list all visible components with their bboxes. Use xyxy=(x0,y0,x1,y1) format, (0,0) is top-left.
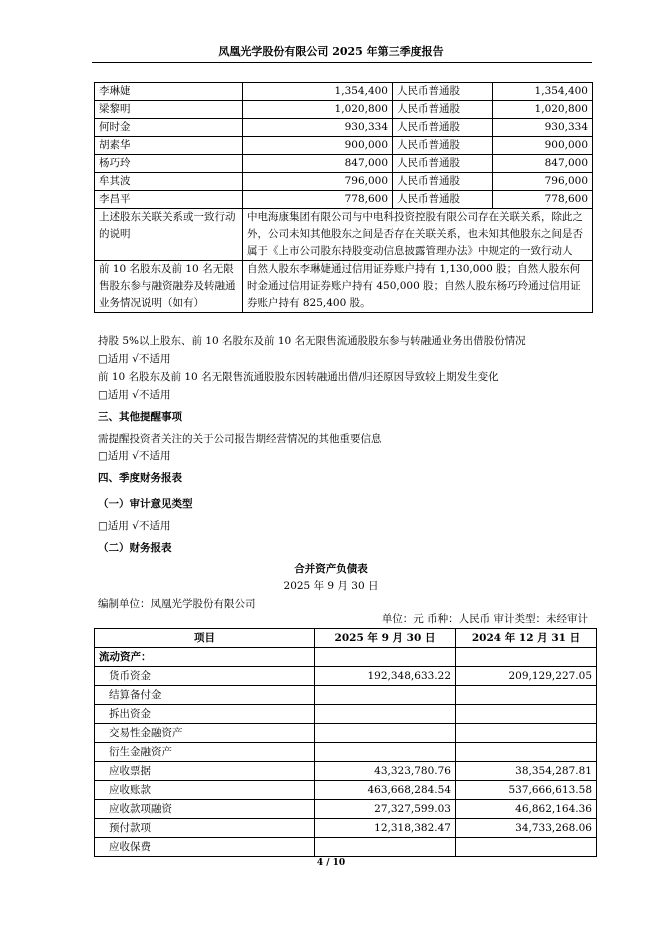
item-label: 结算备付金 xyxy=(95,686,315,705)
table-row xyxy=(95,137,593,155)
current-value xyxy=(315,743,456,762)
col-prior: 2024 年 12 月 31 日 xyxy=(456,629,597,648)
table-row xyxy=(95,686,597,705)
table-row xyxy=(95,173,593,191)
item-label: 拆出资金 xyxy=(95,705,315,724)
report-header: 凤凰光学股份有限公司 2025 年第三季度报告 xyxy=(218,45,444,58)
item-label: 应收账款 xyxy=(95,781,315,800)
share-qty: 1,354,400 xyxy=(493,83,593,101)
share-qty: 796,000 xyxy=(493,173,593,191)
share-type: 人民币普通股 xyxy=(393,83,493,101)
holder-shares: 796,000 xyxy=(243,173,393,191)
col-item: 项目 xyxy=(95,629,315,648)
holder-name: 何时金 xyxy=(95,119,243,137)
share-type: 人民币普通股 xyxy=(393,119,493,137)
item-label: 应收款项融资 xyxy=(95,800,315,819)
current-value: 12,318,382.47 xyxy=(315,819,456,838)
table-row xyxy=(95,119,593,137)
table-row xyxy=(95,800,597,819)
table-row xyxy=(95,743,597,762)
holder-shares: 1,354,400 xyxy=(243,83,393,101)
share-qty: 778,600 xyxy=(493,191,593,209)
margin-row xyxy=(95,261,593,313)
table-row xyxy=(95,724,597,743)
prior-value: 46,862,164.36 xyxy=(456,800,597,819)
lending-heading: 持股 5%以上股东、前 10 名股东及前 10 名无限售流通股股东参与转融通业务出借股份情况 xyxy=(98,335,526,347)
group-row xyxy=(95,648,597,667)
group-label: 流动资产： xyxy=(95,648,315,667)
current-value xyxy=(315,838,456,857)
financial-subtitle: （二）财务报表 xyxy=(98,542,172,554)
relation-text: 中电海康集团有限公司与中电科投资控股有限公司存在关联关系，除此之外，公司未知其他股东之间是否存在关联关系，也未知其他股东之间是否属于《上市公司股东持股变动信息披露管理办法》中规定的一致行动人 xyxy=(243,209,593,261)
change-heading: 前 10 名股东及前 10 名无限售流通股股东因转融通出借/归还原因导致较上期发生变化 xyxy=(98,371,499,383)
balance-sheet-table xyxy=(94,628,597,857)
share-type: 人民币普通股 xyxy=(393,101,493,119)
share-type: 人民币普通股 xyxy=(393,191,493,209)
table-row xyxy=(95,781,597,800)
holder-name: 李昌平 xyxy=(95,191,243,209)
prior-value xyxy=(456,743,597,762)
applicable-flag: □适用 √不适用 xyxy=(98,450,171,462)
table-header-row xyxy=(95,629,597,648)
current-value xyxy=(315,686,456,705)
prior-value: 34,733,268.06 xyxy=(456,819,597,838)
prior-value xyxy=(456,686,597,705)
relation-row xyxy=(95,209,593,261)
applicable-flag: □适用 √不适用 xyxy=(98,389,171,401)
current-value: 43,323,780.76 xyxy=(315,762,456,781)
balance-sheet-date: 2025 年 9 月 30 日 xyxy=(283,580,379,592)
prior-value xyxy=(456,838,597,857)
prior-value: 38,354,287.81 xyxy=(456,762,597,781)
current-value xyxy=(315,724,456,743)
header-divider xyxy=(92,62,592,63)
reminder-text: 需提醒投资者关注的关于公司报告期经营情况的其他重要信息 xyxy=(98,433,382,445)
units-line: 单位：元 币种：人民币 审计类型：未经审计 xyxy=(381,613,588,625)
share-qty: 1,020,800 xyxy=(493,101,593,119)
table-row xyxy=(95,838,597,857)
table-row xyxy=(95,667,597,686)
item-label: 预付款项 xyxy=(95,819,315,838)
col-current: 2025 年 9 月 30 日 xyxy=(315,629,456,648)
table-row xyxy=(95,101,593,119)
holder-shares: 778,600 xyxy=(243,191,393,209)
prior-value: 209,129,227.05 xyxy=(456,667,597,686)
holder-name: 李琳婕 xyxy=(95,83,243,101)
table-row xyxy=(95,191,593,209)
holder-shares: 900,000 xyxy=(243,137,393,155)
table-row xyxy=(95,762,597,781)
holder-name: 杨巧玲 xyxy=(95,155,243,173)
table-row xyxy=(95,83,593,101)
holder-shares: 930,334 xyxy=(243,119,393,137)
prior-value: 537,666,613.58 xyxy=(456,781,597,800)
holder-name: 牟其波 xyxy=(95,173,243,191)
item-label: 货币资金 xyxy=(95,667,315,686)
item-label: 交易性金融资产 xyxy=(95,724,315,743)
share-qty: 930,334 xyxy=(493,119,593,137)
compiler: 编制单位：凤凰光学股份有限公司 xyxy=(98,598,256,610)
current-value: 27,327,599.03 xyxy=(315,800,456,819)
applicable-flag: □适用 √不适用 xyxy=(98,520,171,532)
current-value xyxy=(315,705,456,724)
current-value: 192,348,633.22 xyxy=(315,667,456,686)
table-row xyxy=(95,155,593,173)
prior-value xyxy=(456,724,597,743)
current-value: 463,668,284.54 xyxy=(315,781,456,800)
audit-subtitle: （一）审计意见类型 xyxy=(98,498,193,510)
share-type: 人民币普通股 xyxy=(393,173,493,191)
section-three-title: 三、其他提醒事项 xyxy=(98,411,182,423)
applicable-flag: □适用 √不适用 xyxy=(98,353,171,365)
share-qty: 900,000 xyxy=(493,137,593,155)
item-label: 应收保费 xyxy=(95,838,315,857)
holder-shares: 847,000 xyxy=(243,155,393,173)
margin-label: 前 10 名股东及前 10 名无限售股东参与融资融券及转融通业务情况说明（如有） xyxy=(95,261,243,313)
margin-text: 自然人股东李琳婕通过信用证券账户持有 1,130,000 股；自然人股东何时金通过信用证券账户持有 450,000 股；自然人股东杨巧玲通过信用证券账户持有 825,400 股。 xyxy=(243,261,593,313)
balance-sheet-title: 合并资产负债表 xyxy=(294,563,368,575)
shareholder-table xyxy=(94,82,593,313)
page-number: 4 / 10 xyxy=(316,858,346,868)
share-type: 人民币普通股 xyxy=(393,155,493,173)
item-label: 衍生金融资产 xyxy=(95,743,315,762)
holder-name: 梁黎明 xyxy=(95,101,243,119)
relation-label: 上述股东关联关系或一致行动的说明 xyxy=(95,209,243,261)
table-row xyxy=(95,819,597,838)
share-type: 人民币普通股 xyxy=(393,137,493,155)
table-row xyxy=(95,705,597,724)
holder-shares: 1,020,800 xyxy=(243,101,393,119)
share-qty: 847,000 xyxy=(493,155,593,173)
section-four-title: 四、季度财务报表 xyxy=(98,472,182,484)
holder-name: 胡素华 xyxy=(95,137,243,155)
prior-value xyxy=(456,705,597,724)
item-label: 应收票据 xyxy=(95,762,315,781)
